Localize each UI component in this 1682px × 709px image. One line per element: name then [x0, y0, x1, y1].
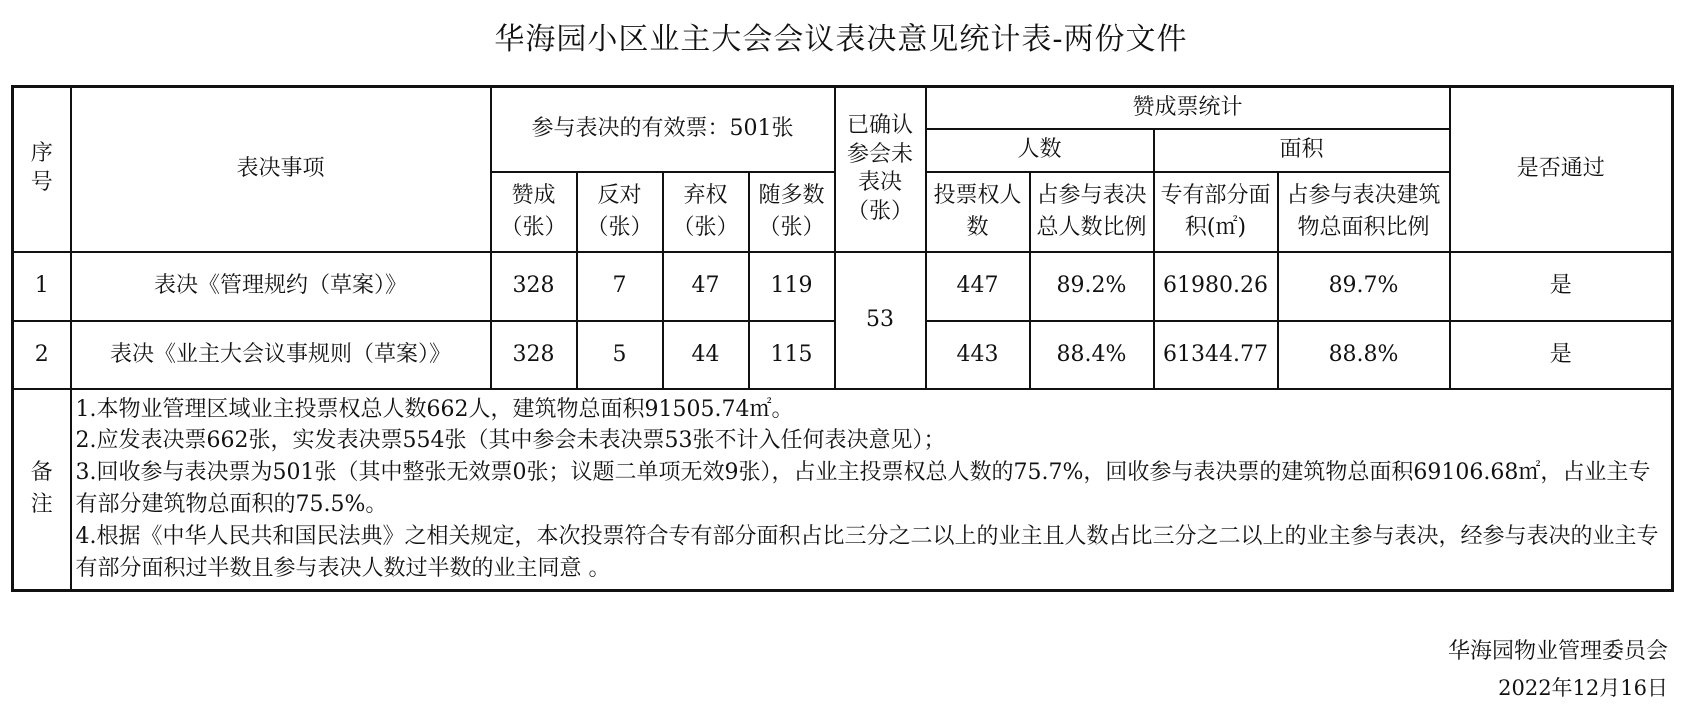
row-passed: 是	[1450, 321, 1673, 389]
row-area: 61980.26	[1154, 252, 1278, 321]
note-line-1: 1.本物业管理区域业主投票权总人数662人，建筑物总面积91505.74㎡。	[75, 396, 794, 422]
row-item: 表决《管理规约（草案）》	[71, 252, 491, 321]
confirmed-no-vote-value: 53	[835, 252, 926, 389]
header-area: 面积	[1154, 129, 1450, 172]
header-area-ratio: 占参与表决建筑物总面积比例	[1278, 172, 1450, 252]
header-abstain: 弃权（张）	[663, 172, 749, 252]
row-for: 328	[491, 252, 577, 321]
signature-org: 华海园物业管理委员会	[1447, 639, 1668, 664]
row-item: 表决《业主大会议事规则（草案）》	[71, 321, 491, 389]
vote-statistics-table	[11, 85, 1674, 592]
note-line-2: 2.应发表决票662张，实发表决票554张（其中参会未表决票53张不计入任何表决意见）；	[75, 428, 946, 454]
row-area: 61344.77	[1154, 321, 1278, 389]
row-against: 7	[577, 252, 663, 321]
header-people: 人数	[926, 129, 1154, 172]
header-exclusive-area: 专有部分面积(㎡)	[1154, 172, 1278, 252]
header-people-ratio: 占参与表决总人数比例	[1030, 172, 1154, 252]
note-line-4: 4.根据《中华人民共和国民法典》之相关规定，本次投票符合专有部分面积占比三分之二以上的业主且人数占比三分之二以上的业主参与表决，经参与表决的业主专有部分面积过半数且参与表决人数过半数的业主同意 。	[75, 524, 1659, 581]
row-area-ratio: 89.7%	[1278, 252, 1450, 321]
row-follow: 115	[749, 321, 835, 389]
row-area-ratio: 88.8%	[1278, 321, 1450, 389]
row-people-ratio: 89.2%	[1030, 252, 1154, 321]
header-seq: 序号	[13, 87, 71, 252]
row-voters: 447	[926, 252, 1030, 321]
note-line-3: 3.回收参与表决票为501张（其中整张无效票0张；议题二单项无效9张），占业主投票权总人数的75.7%，回收参与表决票的建筑物总面积69106.68㎡，占业主专有部分建筑物总面积的75.5%。	[75, 460, 1651, 518]
row-voters: 443	[926, 321, 1030, 389]
row-people-ratio: 88.4%	[1030, 321, 1154, 389]
row-seq: 2	[13, 321, 71, 389]
header-for-stats: 赞成票统计	[926, 87, 1450, 129]
header-valid-votes: 参与表决的有效票：501张	[491, 87, 835, 172]
header-against: 反对（张）	[577, 172, 663, 252]
header-item: 表决事项	[71, 87, 491, 252]
header-follow: 随多数（张）	[749, 172, 835, 252]
notes-label: 备注	[13, 389, 71, 591]
row-passed: 是	[1450, 252, 1673, 321]
page-title: 华海园小区业主大会会议表决意见统计表-两份文件	[494, 22, 1188, 57]
row-for: 328	[491, 321, 577, 389]
signature-date: 2022年12月16日	[1498, 676, 1668, 700]
header-confirmed-no-vote: 已确认参会未表决（张）	[835, 87, 926, 252]
row-abstain: 47	[663, 252, 749, 321]
row-follow: 119	[749, 252, 835, 321]
table-row	[13, 252, 1673, 321]
header-passed: 是否通过	[1450, 87, 1673, 252]
row-seq: 1	[13, 252, 71, 321]
notes-row	[13, 389, 1673, 591]
row-abstain: 44	[663, 321, 749, 389]
header-voters: 投票权人数	[926, 172, 1030, 252]
row-against: 5	[577, 321, 663, 389]
notes-content	[71, 389, 1673, 591]
header-for: 赞成（张）	[491, 172, 577, 252]
